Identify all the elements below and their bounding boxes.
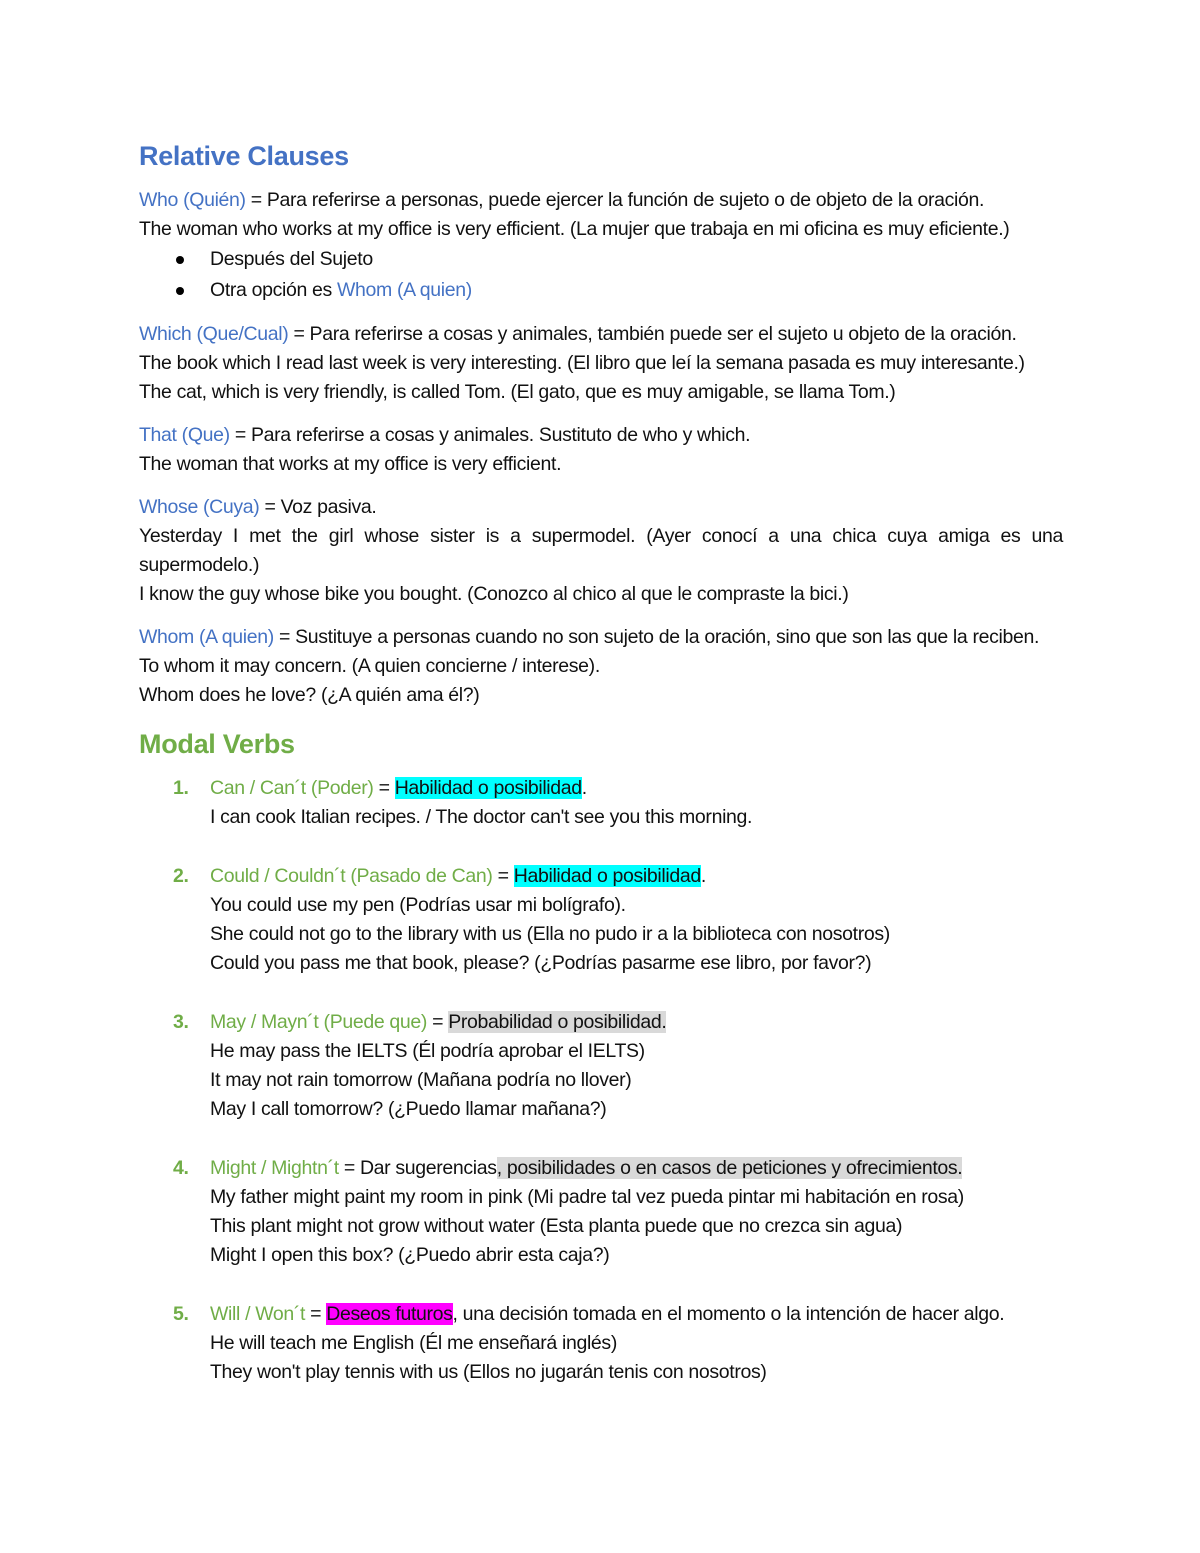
term-whom-inline: Whom (A quien) <box>337 279 472 301</box>
section-who <box>139 186 1063 306</box>
section-whose <box>139 493 1063 609</box>
term-whom: Whom (A quien) <box>139 626 274 648</box>
that-definition: That (Que) = Para referirse a cosas y animales. Sustituto de who y which. <box>139 424 751 446</box>
whose-example: Yesterday I met the girl whose sister is a supermodel. (Ayer conocí a una chica cuya amiga es una supermodelo.) <box>139 525 1063 576</box>
who-def-text: = Para referirse a personas, puede ejercer la función de sujeto o de objeto de la oración. <box>245 189 985 211</box>
highlight-gray: , posibilidades o en casos de peticiones y ofrecimientos. <box>496 1157 963 1179</box>
term-who: Who (Quién) <box>139 189 246 211</box>
who-bullet-list <box>139 244 1063 306</box>
highlight-magenta: Deseos futuros <box>326 1303 453 1325</box>
bullet-dot-icon <box>176 287 184 295</box>
whose-definition: Whose (Cuya) = Voz pasiva. <box>139 496 377 518</box>
modal-example: Could you pass me that book, please? (¿Podrías pasarme ese libro, por favor?) <box>210 952 872 974</box>
bullet-item: Después del Sujeto <box>139 244 1063 275</box>
whom-example: Whom does he love? (¿A quién ama él?) <box>139 684 480 706</box>
modal-term: Could / Couldn´t (Pasado de Can) <box>210 865 493 887</box>
modal-definition: Will / Won´t = Deseos futuros, una decisión tomada en el momento o la intención de hacer algo. <box>210 1303 1005 1325</box>
highlight-cyan: Habilidad o posibilidad <box>513 865 701 887</box>
list-number: 5. <box>173 1303 189 1325</box>
list-number: 4. <box>173 1157 189 1179</box>
term-that: That (Que) <box>139 424 230 446</box>
whom-example: To whom it may concern. (A quien concierne / interese). <box>139 655 600 677</box>
term-whose: Whose (Cuya) <box>139 496 260 518</box>
heading-relative-clauses: Relative Clauses <box>139 141 349 171</box>
modal-example: Might I open this box? (¿Puedo abrir esta caja?) <box>210 1244 610 1266</box>
whom-definition: Whom (A quien) = Sustituye a personas cuando no son sujeto de la oración, sino que son las que la reciben. <box>139 626 1040 648</box>
which-example: The cat, which is very friendly, is called Tom. (El gato, que es muy amigable, se llama Tom.) <box>139 381 896 403</box>
modal-item-might <box>139 1154 1063 1270</box>
who-example: The woman who works at my office is very efficient. (La mujer que trabaja en mi oficina es muy eficiente.) <box>139 218 1010 240</box>
highlight-gray: Probabilidad o posibilidad. <box>448 1011 667 1033</box>
list-number: 3. <box>173 1011 189 1033</box>
modal-item-can <box>139 774 1063 832</box>
bullet-item: Otra opción es Whom (A quien) <box>139 275 1063 306</box>
modal-example: He may pass the IELTS (Él podría aprobar el IELTS) <box>210 1040 645 1062</box>
modal-example: It may not rain tomorrow (Mañana podría no llover) <box>210 1069 632 1091</box>
which-definition: Which (Que/Cual) = Para referirse a cosas y animales, también puede ser el sujeto u objeto de la oración. <box>139 323 1017 345</box>
bullet-dot-icon <box>176 256 184 264</box>
modal-example: They won't play tennis with us (Ellos no jugarán tenis con nosotros) <box>210 1361 767 1383</box>
modal-term: Will / Won´t <box>210 1303 306 1325</box>
modal-example: You could use my pen (Podrías usar mi bolígrafo). <box>210 894 626 916</box>
section-that <box>139 421 1063 479</box>
modal-example: May I call tomorrow? (¿Puedo llamar mañana?) <box>210 1098 607 1120</box>
highlight-cyan: Habilidad o posibilidad <box>394 777 582 799</box>
modal-term: Might / Mightn´t <box>210 1157 339 1179</box>
which-example: The book which I read last week is very interesting. (El libro que leí la semana pasada es muy interesante.) <box>139 352 1025 374</box>
modal-example: This plant might not grow without water (Esta planta puede que no crezca sin agua) <box>210 1215 903 1237</box>
section-whom <box>139 623 1063 710</box>
modal-example: She could not go to the library with us (Ella no pudo ir a la biblioteca con nosotros) <box>210 923 890 945</box>
heading-modal-verbs: Modal Verbs <box>139 729 295 759</box>
modal-item-could <box>139 862 1063 978</box>
modal-verbs-list <box>139 774 1063 1387</box>
modal-definition: Can / Can´t (Poder) = Habilidad o posibilidad. <box>210 777 587 799</box>
modal-term: Can / Can´t (Poder) <box>210 777 374 799</box>
modal-example: My father might paint my room in pink (Mi padre tal vez pueda pintar mi habitación en rosa) <box>210 1186 964 1208</box>
modal-example: I can cook Italian recipes. / The doctor can't see you this morning. <box>210 806 753 828</box>
modal-item-may <box>139 1008 1063 1124</box>
whose-example: I know the guy whose bike you bought. (Conozco al chico al que le compraste la bici.) <box>139 583 849 605</box>
section-which <box>139 320 1063 407</box>
document-page <box>139 136 1063 1417</box>
term-which: Which (Que/Cual) <box>139 323 289 345</box>
modal-definition: Might / Mightn´t = Dar sugerencias, posibilidades o en casos de peticiones y ofrecimientos. <box>210 1157 963 1179</box>
who-definition <box>139 186 1063 215</box>
modal-definition: May / Mayn´t (Puede que) = Probabilidad o posibilidad. <box>210 1011 667 1033</box>
that-example: The woman that works at my office is very efficient. <box>139 453 562 475</box>
modal-definition: Could / Couldn´t (Pasado de Can) = Habilidad o posibilidad. <box>210 865 706 887</box>
modal-example: He will teach me English (Él me enseñará inglés) <box>210 1332 617 1354</box>
list-number: 2. <box>173 865 189 887</box>
modal-item-will <box>139 1300 1063 1387</box>
list-number: 1. <box>173 777 189 799</box>
modal-term: May / Mayn´t (Puede que) <box>210 1011 428 1033</box>
